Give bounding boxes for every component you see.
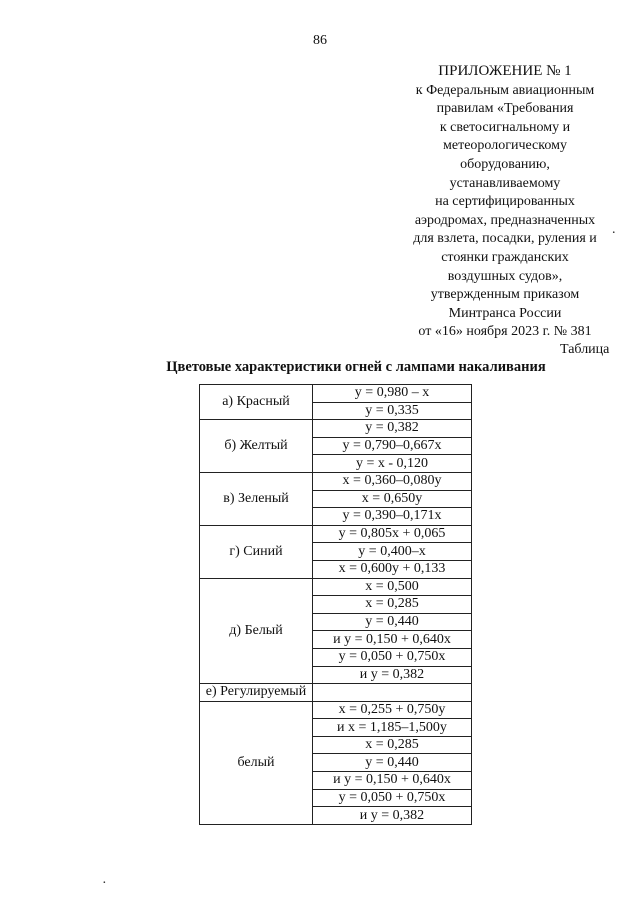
appendix-line: стоянки гражданских bbox=[441, 249, 569, 265]
formula-cell: y = 0,390–0,171x bbox=[313, 508, 472, 526]
formula-cell bbox=[313, 684, 472, 702]
table-row bbox=[200, 525, 472, 543]
color-name-cell: а) Красный bbox=[200, 385, 313, 420]
formula-cell: y = 0,050 + 0,750x bbox=[313, 648, 472, 666]
appendix-line: утвержденным приказом bbox=[430, 287, 580, 303]
appendix-heading: ПРИЛОЖЕНИЕ № 1 bbox=[438, 63, 572, 79]
appendix-line: устанавливаемому bbox=[449, 175, 561, 191]
appendix-line: правилам «Требования bbox=[436, 101, 574, 117]
appendix-line: метеорологическому bbox=[443, 138, 567, 154]
table-label: Таблица bbox=[560, 342, 610, 357]
formula-cell: y = x - 0,120 bbox=[313, 455, 472, 473]
appendix-line: на сертифицированных bbox=[435, 194, 575, 210]
color-table-body bbox=[200, 385, 472, 825]
appendix-line: к Федеральным авиационным bbox=[415, 82, 595, 98]
formula-cell: x = 0,360–0,080y bbox=[313, 472, 472, 490]
formula-cell: и y = 0,150 + 0,640x bbox=[313, 772, 472, 790]
page-number: 86 bbox=[313, 33, 327, 48]
color-name-cell: белый bbox=[200, 701, 313, 824]
formula-cell: x = 0,285 bbox=[313, 596, 472, 614]
formula-cell: y = 0,790–0,667x bbox=[313, 437, 472, 455]
formula-cell: y = 0,440 bbox=[313, 613, 472, 631]
color-name-cell: д) Белый bbox=[200, 578, 313, 684]
formula-cell: x = 0,650y bbox=[313, 490, 472, 508]
appendix-line: воздушных судов», bbox=[447, 268, 563, 284]
formula-cell: y = 0,980 – x bbox=[313, 385, 472, 403]
table-row bbox=[200, 472, 472, 490]
appendix-line: к светосигнальному и bbox=[439, 119, 571, 135]
table-row bbox=[200, 385, 472, 403]
stray-dot-mark: . bbox=[612, 222, 616, 237]
formula-cell: x = 0,600y + 0,133 bbox=[313, 560, 472, 578]
color-name-cell: б) Желтый bbox=[200, 420, 313, 473]
formula-cell: y = 0,382 bbox=[313, 420, 472, 438]
formula-cell: x = 0,500 bbox=[313, 578, 472, 596]
table-row bbox=[200, 420, 472, 438]
formula-cell: и y = 0,382 bbox=[313, 807, 472, 825]
stray-bottom-mark: · bbox=[102, 876, 107, 891]
appendix-line: для взлета, посадки, руления и bbox=[413, 231, 597, 247]
formula-cell: y = 0,440 bbox=[313, 754, 472, 772]
color-characteristics-table bbox=[199, 384, 472, 825]
color-name-cell: в) Зеленый bbox=[200, 472, 313, 525]
appendix-line: Минтранса России bbox=[448, 305, 562, 321]
table-title: Цветовые характеристики огней с лампами накаливания bbox=[166, 359, 546, 375]
appendix-line: оборудованию, bbox=[460, 156, 550, 172]
formula-cell: и y = 0,150 + 0,640x bbox=[313, 631, 472, 649]
appendix-line: от «16» ноября 2023 г. № 381 bbox=[418, 324, 592, 340]
formula-cell: y = 0,400–x bbox=[313, 543, 472, 561]
table-row bbox=[200, 578, 472, 596]
formula-cell: и y = 0,382 bbox=[313, 666, 472, 684]
appendix-line: аэродромах, предназначенных bbox=[414, 212, 596, 228]
table-row bbox=[200, 684, 472, 702]
formula-cell: и x = 1,185–1,500y bbox=[313, 719, 472, 737]
formula-cell: y = 0,335 bbox=[313, 402, 472, 420]
color-name-cell: е) Регулируемый bbox=[200, 684, 313, 702]
formula-cell: y = 0,050 + 0,750x bbox=[313, 789, 472, 807]
table-row bbox=[200, 701, 472, 719]
formula-cell: x = 0,285 bbox=[313, 736, 472, 754]
formula-cell: y = 0,805x + 0,065 bbox=[313, 525, 472, 543]
appendix-header bbox=[400, 62, 610, 342]
formula-cell: x = 0,255 + 0,750y bbox=[313, 701, 472, 719]
color-name-cell: г) Синий bbox=[200, 525, 313, 578]
